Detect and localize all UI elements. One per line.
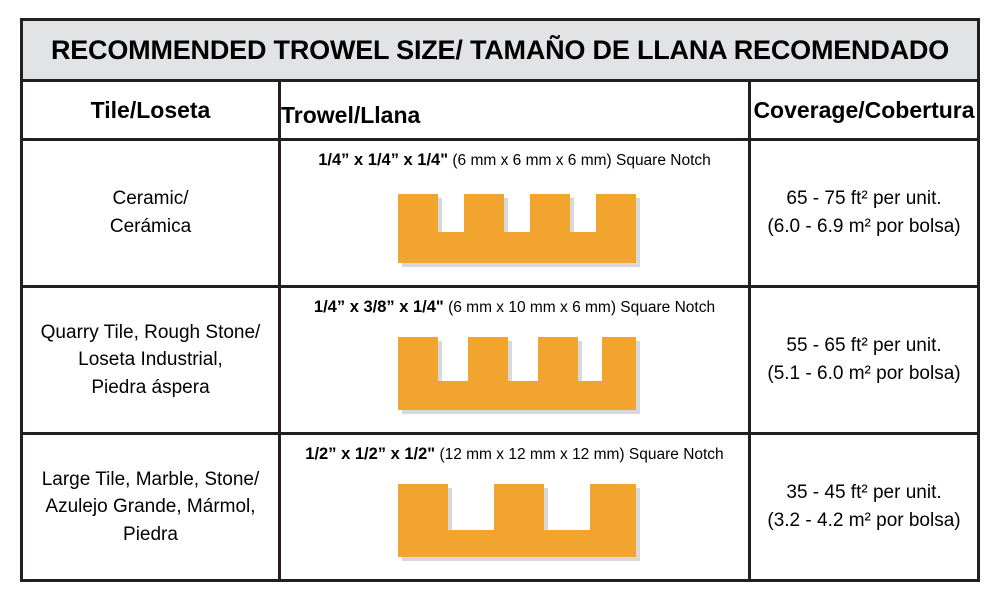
page-title: RECOMMENDED TROWEL SIZE/ TAMAÑO DE LLANA RECOMENDADO bbox=[50, 34, 950, 65]
tile-cell bbox=[23, 435, 281, 579]
trowel-size-table bbox=[20, 18, 980, 582]
trowel-notch-label bbox=[318, 151, 711, 170]
coverage-label: 55 - 65 ft² per unit. (5.1 - 6.0 m² por bolsa) bbox=[767, 334, 961, 384]
tile-cell bbox=[23, 141, 281, 285]
table-row bbox=[23, 435, 977, 579]
trowel-cell bbox=[281, 435, 751, 579]
table-header-row bbox=[23, 82, 977, 141]
trowel-metric-text: (6 mm x 10 mm x 6 mm) Square Notch bbox=[448, 299, 716, 316]
trowel-metric-text: (6 mm x 6 mm x 6 mm) Square Notch bbox=[452, 152, 711, 169]
trowel-metric-text: (12 mm x 12 mm x 12 mm) Square Notch bbox=[439, 446, 724, 463]
coverage-cell bbox=[751, 435, 977, 579]
trowel-size-text: 1/4” x 3/8” x 1/4" bbox=[313, 298, 444, 316]
square-notch-trowel-icon bbox=[289, 323, 740, 428]
square-notch-trowel-icon bbox=[289, 176, 740, 281]
tile-cell bbox=[23, 288, 281, 432]
column-header-tile: Tile/Loseta bbox=[23, 82, 281, 138]
tile-label: Quarry Tile, Rough Stone/ Loseta Industrial, Piedra áspera bbox=[40, 321, 261, 398]
trowel-notch-label bbox=[314, 298, 715, 317]
coverage-label: 35 - 45 ft² per unit. (3.2 - 4.2 m² por bolsa) bbox=[767, 481, 961, 531]
trowel-cell bbox=[281, 288, 751, 432]
table-row bbox=[23, 141, 977, 288]
coverage-cell bbox=[751, 288, 977, 432]
table-row bbox=[23, 288, 977, 435]
tile-label: Large Tile, Marble, Stone/ Azulejo Grande, Mármol, Piedra bbox=[41, 468, 260, 545]
square-notch-trowel-icon bbox=[289, 470, 740, 575]
coverage-cell bbox=[751, 141, 977, 285]
column-header-coverage: Coverage/Cobertura bbox=[753, 96, 975, 123]
tile-label: Ceramic/ Cerámica bbox=[109, 188, 192, 237]
trowel-size-text: 1/4” x 1/4” x 1/4" bbox=[318, 151, 449, 169]
trowel-cell bbox=[281, 141, 751, 285]
trowel-notch-label bbox=[305, 445, 723, 464]
trowel-size-text: 1/2” x 1/2” x 1/2" bbox=[305, 445, 436, 463]
table-title-bar bbox=[23, 21, 977, 82]
coverage-label: 65 - 75 ft² per unit. (6.0 - 6.9 m² por bolsa) bbox=[767, 187, 961, 237]
column-header-trowel: Trowel/Llana bbox=[281, 82, 751, 138]
